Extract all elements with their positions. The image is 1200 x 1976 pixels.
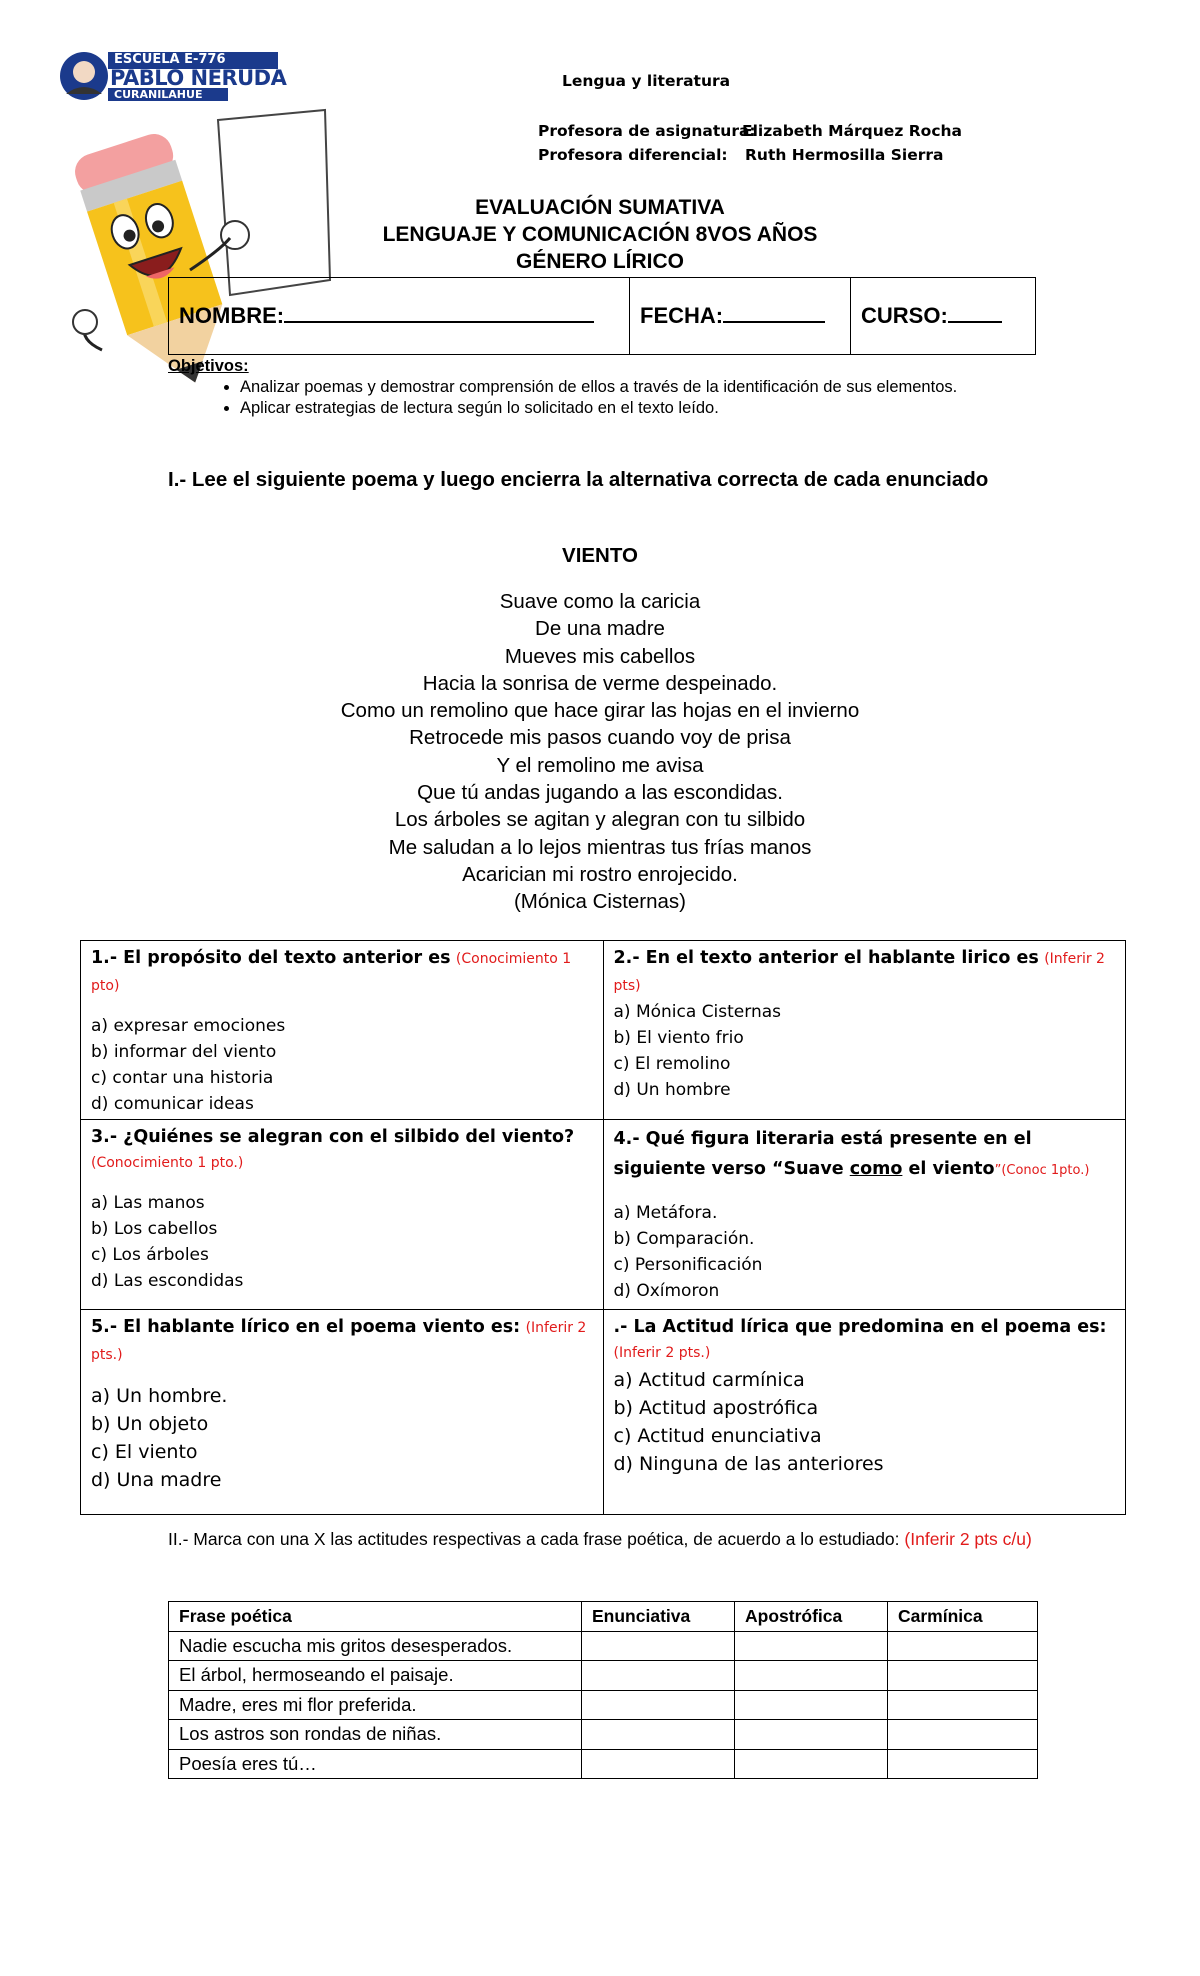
mark-cell[interactable]: [735, 1690, 888, 1720]
poem-line: Me saludan a lo lejos mientras tus frías manos: [388, 835, 812, 859]
question-4-points: ”(Conoc 1pto.): [994, 1163, 1090, 1178]
name-blank[interactable]: [284, 321, 594, 323]
poem-line: Suave como la caricia: [499, 590, 701, 613]
pencil-mascot-illustration: [40, 100, 340, 400]
teacher-name: Elizabeth Márquez Rocha: [742, 122, 962, 140]
differential-teacher-label: Profesora diferencial:: [538, 146, 728, 164]
date-blank[interactable]: [723, 321, 825, 323]
phrase-cell: El árbol, hermoseando el paisaje.: [169, 1661, 582, 1691]
mark-cell[interactable]: [582, 1631, 735, 1661]
poem-line: Que tú andas jugando a las escondidas.: [417, 781, 783, 805]
table-row: [169, 1749, 1038, 1779]
mark-cell[interactable]: [735, 1631, 888, 1661]
objectives-block: [168, 356, 1036, 419]
phrase-cell: Poesía eres tú…: [169, 1749, 582, 1779]
question-3-text: 3.- ¿Quiénes se alegran con el silbido del viento?: [91, 1127, 575, 1147]
poem-line: De una madre: [535, 617, 665, 641]
name-field[interactable]: [169, 278, 630, 355]
logo-city: CURANILAHUE: [114, 88, 203, 101]
section-2-instruction: [168, 1527, 1036, 1551]
question-2: [603, 941, 1126, 1120]
mark-cell[interactable]: [888, 1749, 1038, 1779]
objective-item: • Aplicar estrategias de lectura según lo solicitado en el texto leído.: [240, 398, 1036, 419]
poem-title: VIENTO: [562, 544, 638, 567]
poem-line: Los árboles se agitan y alegran con tu silbido: [394, 808, 806, 832]
objective-item: • Analizar poemas y demostrar comprensión de ellos a través de la identificación de sus elementos.: [240, 377, 1036, 398]
question-2-points: (Inferir 2 pts): [613, 951, 1105, 994]
option[interactable]: b) Los cabellos: [91, 1219, 218, 1239]
option[interactable]: d) Un hombre: [613, 1080, 731, 1100]
column-header: Frase poética: [169, 1602, 582, 1632]
option[interactable]: d) Ninguna de las anteriores: [613, 1453, 884, 1475]
option[interactable]: a) Mónica Cisternas: [613, 1002, 782, 1022]
mark-cell[interactable]: [888, 1661, 1038, 1691]
objectives-heading: Objetivos:: [168, 357, 249, 375]
table-row: [169, 1631, 1038, 1661]
poem-line: Hacia la sonrisa de verme despeinado.: [422, 671, 778, 695]
question-5-points: (Inferir 2 pts.): [91, 1320, 587, 1363]
question-3: [81, 1120, 604, 1310]
mark-cell[interactable]: [582, 1720, 735, 1750]
question-3-points: (Conocimiento 1 pto.): [91, 1155, 244, 1171]
date-label: FECHA:: [640, 303, 724, 328]
logo-school-name: PABLO NERUDA: [110, 66, 287, 90]
poem-body: [200, 588, 1000, 916]
question-4-text: 4.- Qué figura literaria está presente en el siguiente verso “Suave: [613, 1129, 1032, 1179]
phrase-attitude-table: [168, 1601, 1038, 1779]
table-row: [169, 1661, 1038, 1691]
questions-table: [80, 940, 1126, 1515]
question-4-text-end: el viento: [902, 1159, 995, 1179]
option[interactable]: a) Un hombre.: [91, 1385, 228, 1407]
option[interactable]: c) contar una historia: [91, 1068, 274, 1088]
mark-cell[interactable]: [888, 1631, 1038, 1661]
option[interactable]: a) Las manos: [91, 1193, 205, 1213]
option[interactable]: c) El remolino: [613, 1054, 731, 1074]
title-evaluation: EVALUACIÓN SUMATIVA: [475, 196, 725, 219]
option[interactable]: b) Comparación.: [613, 1229, 755, 1249]
question-1: [81, 941, 604, 1120]
option[interactable]: c) Los árboles: [91, 1245, 209, 1265]
option[interactable]: b) informar del viento: [91, 1042, 277, 1062]
phrase-cell: Los astros son rondas de niñas.: [169, 1720, 582, 1750]
course-label: CURSO:: [861, 303, 948, 328]
section-2-text: II.- Marca con una X las actitudes respectivas a cada frase poética, de acuerdo a lo estudiado:: [168, 1529, 900, 1549]
differential-teacher-name: Ruth Hermosilla Sierra: [745, 146, 944, 164]
option[interactable]: c) Personificación: [613, 1255, 763, 1275]
mark-cell[interactable]: [888, 1720, 1038, 1750]
column-header: Enunciativa: [582, 1602, 735, 1632]
poem-line: Retrocede mis pasos cuando voy de prisa: [409, 726, 791, 750]
option[interactable]: d) Oxímoron: [613, 1281, 720, 1301]
option[interactable]: d) Una madre: [91, 1469, 222, 1491]
column-header: Apostrófica: [735, 1602, 888, 1632]
poem-line: Mueves mis cabellos: [504, 644, 696, 668]
option[interactable]: b) Un objeto: [91, 1413, 209, 1435]
logo-school-code: ESCUELA E-776: [114, 52, 226, 67]
table-header-row: [169, 1602, 1038, 1632]
question-1-text: 1.- El propósito del texto anterior es: [91, 948, 451, 968]
teacher-label: Profesora de asignatura:: [538, 122, 756, 140]
mark-cell[interactable]: [735, 1720, 888, 1750]
poem-line: Y el remolino me avisa: [496, 753, 704, 777]
option[interactable]: a) Actitud carmínica: [613, 1369, 805, 1391]
question-4: [603, 1120, 1126, 1310]
student-info-table: [168, 277, 1036, 355]
phrase-cell: Madre, eres mi flor preferida.: [169, 1690, 582, 1720]
table-row: [169, 1720, 1038, 1750]
question-1-points: (Conocimiento 1 pto): [91, 951, 572, 994]
course-field[interactable]: [851, 278, 1036, 355]
poem-line: Como un remolino que hace girar las hojas en el invierno: [340, 699, 860, 723]
option[interactable]: a) Metáfora.: [613, 1203, 718, 1223]
mark-cell[interactable]: [735, 1661, 888, 1691]
title-subject: LENGUAJE Y COMUNICACIÓN 8VOS AÑOS: [382, 223, 818, 246]
title-genre: GÉNERO LÍRICO: [515, 250, 684, 273]
poem-line: Acarician mi rostro enrojecido.: [462, 862, 738, 886]
phrase-cell: Nadie escucha mis gritos desesperados.: [169, 1631, 582, 1661]
option[interactable]: d) comunicar ideas: [91, 1094, 254, 1114]
question-5: [81, 1310, 604, 1515]
option[interactable]: c) El viento: [91, 1441, 198, 1463]
section-2-points: (Inferir 2 pts c/u): [904, 1529, 1032, 1549]
question-6: [603, 1310, 1126, 1515]
subject-label: Lengua y literatura: [562, 72, 731, 90]
school-logo: [56, 50, 288, 102]
question-6-text: .- La Actitud lírica que predomina en el poema es:: [613, 1317, 1107, 1337]
option[interactable]: c) Actitud enunciativa: [613, 1425, 822, 1447]
question-4-underlined-word: como: [849, 1159, 903, 1179]
table-row: [169, 1690, 1038, 1720]
section-1-instruction: I.- Lee el siguiente poema y luego encierra la alternativa correcta de cada enunciado: [168, 468, 989, 491]
option[interactable]: a) expresar emociones: [91, 1016, 286, 1036]
date-field[interactable]: [630, 278, 851, 355]
mark-cell[interactable]: [582, 1661, 735, 1691]
mark-cell[interactable]: [582, 1749, 735, 1779]
poem-author: (Mónica Cisternas): [513, 890, 687, 914]
course-blank[interactable]: [948, 321, 1002, 323]
question-2-text: 2.- En el texto anterior el hablante lirico es: [613, 948, 1039, 968]
mark-cell[interactable]: [735, 1749, 888, 1779]
option[interactable]: b) El viento frio: [613, 1028, 744, 1048]
question-6-points: (Inferir 2 pts.): [613, 1345, 711, 1361]
mark-cell[interactable]: [582, 1690, 735, 1720]
option[interactable]: b) Actitud apostrófica: [613, 1397, 819, 1419]
name-label: NOMBRE:: [179, 303, 285, 328]
mark-cell[interactable]: [888, 1690, 1038, 1720]
column-header: Carmínica: [888, 1602, 1038, 1632]
option[interactable]: d) Las escondidas: [91, 1271, 244, 1291]
question-5-text: 5.- El hablante lírico en el poema viento es:: [91, 1317, 521, 1337]
